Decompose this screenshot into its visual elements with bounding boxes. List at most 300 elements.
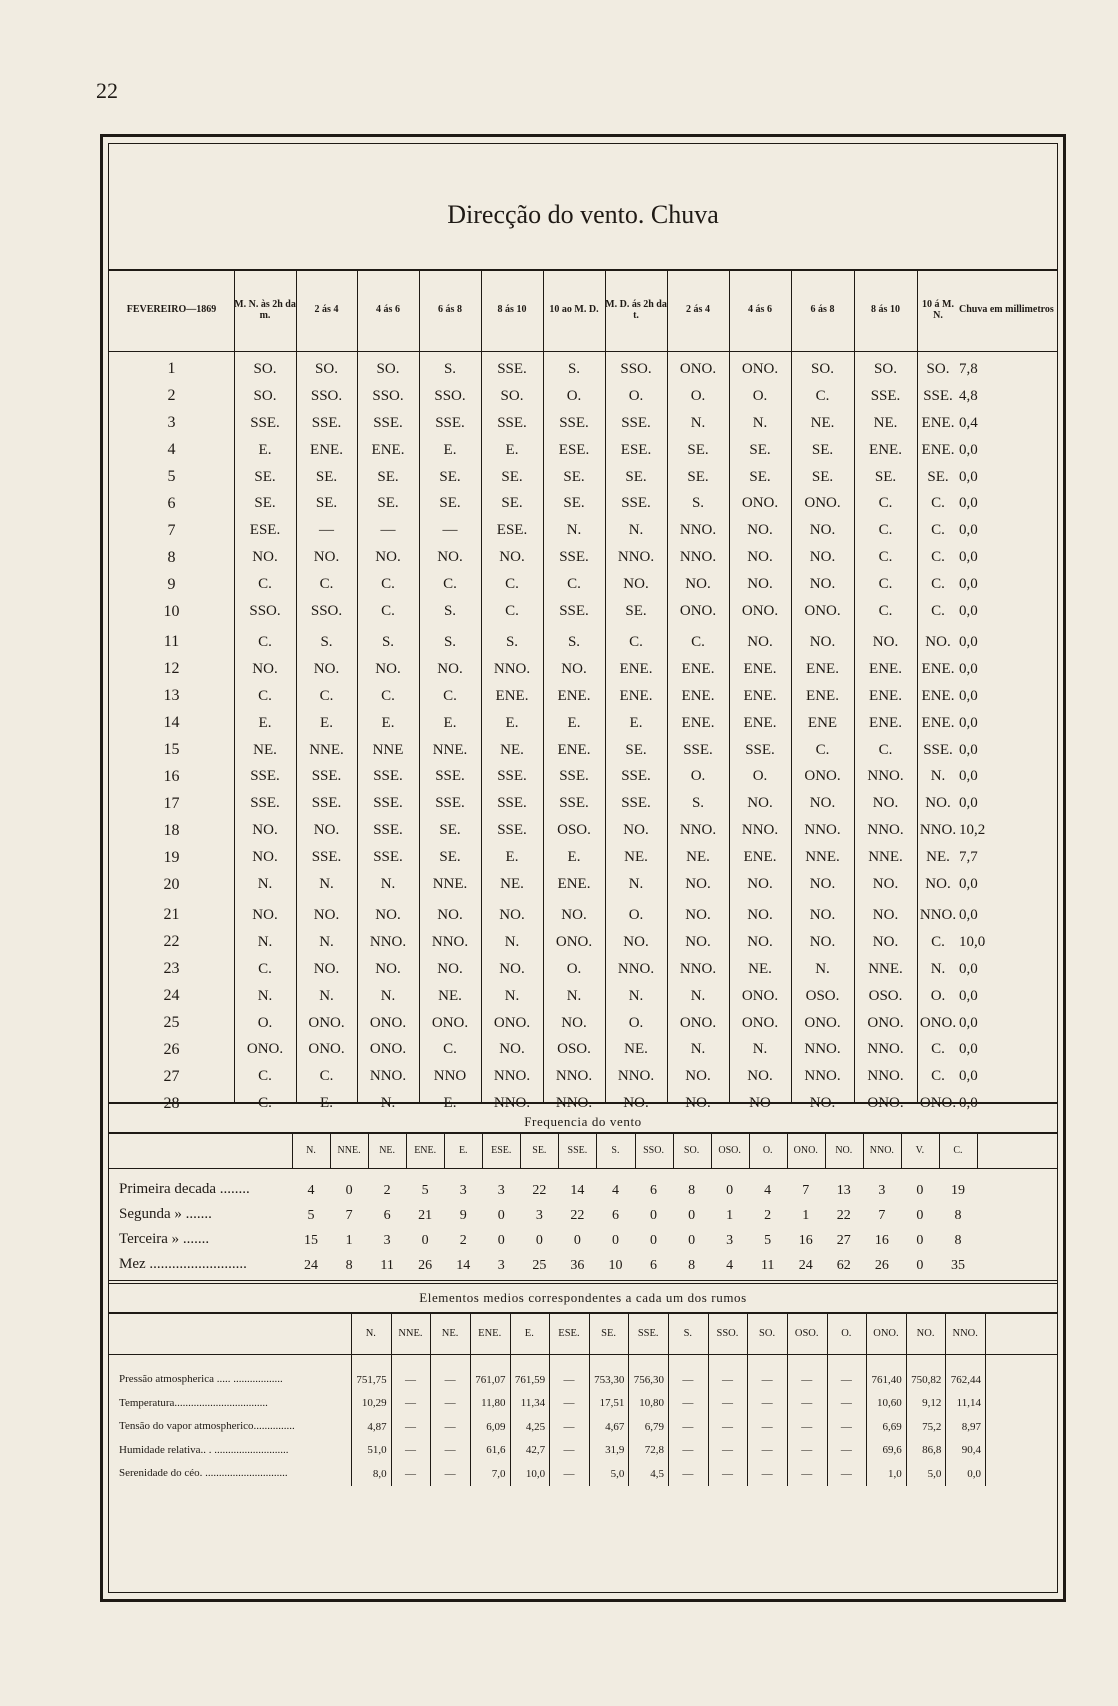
frequency-value: 14 [456, 1257, 471, 1273]
rain-value: 0,0 [959, 987, 978, 1004]
page-number: 22 [96, 78, 118, 103]
elements-value: 761,59 [514, 1373, 546, 1386]
frequency-header: NO. [835, 1144, 853, 1156]
wind-direction: N. [257, 987, 273, 1004]
frequency-header: NNE. [337, 1144, 361, 1156]
day-number: 12 [163, 660, 180, 678]
elements-value: — [761, 1444, 773, 1457]
elements-value: 51,0 [367, 1444, 387, 1457]
elements-header: ESE. [558, 1327, 580, 1339]
frequency-value: 11 [760, 1257, 775, 1273]
wind-direction: N. [380, 1095, 396, 1112]
wind-direction: ONO. [867, 1014, 904, 1031]
wind-direction: NNO. [741, 822, 779, 839]
elements-value: 751,75 [356, 1373, 387, 1386]
column-rule [351, 1354, 352, 1486]
wind-direction: NO. [375, 660, 401, 677]
wind-direction: ONO. [369, 1014, 407, 1031]
wind-direction: SSE. [621, 795, 651, 812]
wind-direction: S. [691, 495, 705, 512]
frequency-header: E. [458, 1144, 468, 1156]
elements-value: — [563, 1444, 575, 1457]
wind-direction: E. [629, 714, 643, 731]
frequency-value: 0 [573, 1232, 581, 1248]
wind-direction: S. [505, 633, 519, 650]
elements-header: OSO. [794, 1327, 819, 1339]
wind-direction: C. [443, 687, 457, 704]
frequency-value: 24 [304, 1257, 319, 1273]
rain-value: 7,7 [959, 849, 978, 866]
wind-direction: NE. [748, 960, 772, 977]
column-header: 10 á M. N. [922, 298, 954, 321]
wind-direction: ONO. [804, 1014, 841, 1031]
wind-direction: ONO. [804, 603, 841, 620]
wind-direction: NNO. [369, 933, 407, 950]
wind-direction: C. [443, 576, 457, 593]
frequency-value: 3 [383, 1232, 391, 1248]
frequency-header: NNO. [869, 1144, 894, 1156]
wind-direction: ENE. [806, 660, 839, 677]
column-rule [985, 1354, 986, 1486]
wind-direction: ESE. [249, 522, 281, 539]
wind-direction: SSE. [559, 549, 589, 566]
wind-direction: NO. [313, 960, 340, 977]
day-number: 3 [167, 414, 176, 432]
elements-header: E. [524, 1327, 534, 1339]
wind-direction: NNE. [309, 741, 344, 758]
elements-value: 756,30 [633, 1373, 664, 1386]
wind-direction: NO. [561, 1014, 587, 1031]
wind-direction: OSO. [557, 1041, 591, 1058]
elements-value: 17,51 [599, 1397, 625, 1410]
wind-direction: ENE. [921, 414, 955, 431]
wind-direction: NO. [747, 1068, 773, 1085]
day-number: 28 [163, 1094, 180, 1112]
rain-value: 0,0 [959, 1068, 978, 1085]
wind-direction: SO. [253, 360, 277, 377]
wind-direction: ENE. [743, 849, 777, 866]
wind-direction: SSE. [923, 741, 953, 758]
wind-direction: O. [566, 960, 582, 977]
wind-direction: NNE. [432, 876, 468, 893]
rain-value: 0,0 [959, 714, 978, 731]
wind-direction: NO. [809, 576, 836, 593]
frequency-value: 3 [459, 1182, 467, 1198]
elements-header: SO. [759, 1327, 776, 1339]
wind-direction: SE. [254, 495, 276, 512]
frequency-value: 35 [950, 1257, 965, 1273]
wind-direction: C. [258, 687, 272, 704]
elements-value: 10,80 [639, 1397, 664, 1410]
wind-direction: NNO. [679, 960, 717, 977]
wind-direction: ENE. [310, 441, 343, 458]
wind-direction: NE. [624, 849, 648, 866]
elements-value: — [444, 1420, 456, 1433]
rain-value: 0,0 [959, 603, 978, 620]
wind-direction: ENE. [869, 660, 902, 677]
wind-direction: ENE. [869, 714, 902, 731]
wind-direction: ENE. [921, 660, 955, 677]
wind-direction: C. [258, 576, 272, 593]
wind-direction: NO. [499, 549, 525, 566]
wind-direction: N. [628, 876, 644, 893]
wind-direction: NNO. [679, 522, 717, 539]
wind-direction: ONO. [919, 1095, 957, 1112]
frequency-header: S. [611, 1144, 620, 1156]
frequency-header: SO. [683, 1144, 700, 1156]
wind-direction: N. [319, 876, 334, 893]
wind-direction: SSE. [311, 414, 342, 431]
elements-value: 75,2 [922, 1420, 942, 1433]
frequency-value: 3 [726, 1232, 734, 1248]
wind-direction: ENE. [557, 687, 591, 704]
wind-direction: NE. [500, 741, 524, 758]
frequency-value: 1 [726, 1207, 734, 1223]
column-header: 10 ao M. D. [549, 304, 599, 316]
wind-direction: SSE. [745, 741, 775, 758]
wind-direction: O. [752, 768, 768, 785]
wind-direction: C. [931, 1068, 945, 1085]
frequency-value: 6 [650, 1257, 658, 1273]
wind-direction: NO. [437, 960, 463, 977]
wind-direction: SO. [376, 360, 400, 377]
day-number: 18 [163, 821, 180, 839]
frequency-header: NE. [379, 1144, 396, 1156]
frequency-value: 0 [611, 1232, 619, 1248]
wind-direction: NO. [375, 549, 401, 566]
wind-direction: SE. [874, 468, 897, 485]
wind-direction: SSE. [373, 414, 403, 431]
day-number: 24 [163, 987, 180, 1005]
wind-direction: SSE. [311, 795, 342, 812]
wind-direction: N. [690, 987, 706, 1004]
elements-value: 9,12 [922, 1397, 942, 1410]
wind-direction: C. [931, 495, 945, 512]
column-rule [906, 1354, 907, 1486]
wind-direction: NO. [623, 933, 649, 950]
elements-value: 750,82 [911, 1373, 942, 1386]
wind-direction: NNO. [867, 822, 904, 839]
frequency-header: ENE. [414, 1144, 437, 1156]
wind-direction: N. [504, 933, 520, 950]
frequency-value: 3 [878, 1182, 886, 1198]
wind-direction: ESE. [558, 441, 590, 458]
elements-value: 10,29 [361, 1397, 387, 1410]
wind-direction: NO. [809, 795, 836, 812]
wind-direction: S. [567, 633, 581, 650]
column-rule [787, 1354, 788, 1486]
day-number: 16 [163, 767, 180, 785]
elements-row-label: Serenidade do céo. .............................. [119, 1467, 288, 1479]
frequency-value: 16 [874, 1232, 889, 1248]
blank-dash [149, 1144, 234, 1171]
wind-direction: NO. [747, 522, 773, 539]
wind-direction: C. [931, 1041, 945, 1058]
wind-direction: NNO [433, 1068, 467, 1085]
rain-value: 0,0 [959, 741, 978, 758]
wind-direction: N. [752, 1041, 768, 1058]
wind-direction: NE. [253, 741, 277, 758]
elements-header: SSE. [637, 1327, 659, 1339]
wind-direction: ENE. [921, 441, 955, 458]
frequency-value: 27 [836, 1232, 851, 1248]
wind-direction: ENE [807, 714, 838, 731]
column-header: 8 ás 10 [497, 304, 527, 316]
elements-value: — [721, 1467, 733, 1480]
frequency-value: 1 [345, 1232, 353, 1248]
wind-direction: SSE. [621, 414, 651, 431]
column-rule [430, 1354, 431, 1486]
frequency-value: 8 [954, 1232, 962, 1248]
wind-direction: N. [257, 876, 273, 893]
rain-value: 0,0 [959, 441, 978, 458]
frequency-value: 0 [345, 1182, 353, 1198]
wind-direction: ENE. [557, 741, 591, 758]
frequency-value: 24 [798, 1257, 813, 1273]
wind-direction: N. [257, 933, 273, 950]
wind-direction: C. [878, 576, 893, 593]
wind-direction: NO. [499, 1041, 525, 1058]
wind-direction: NO. [747, 933, 773, 950]
wind-direction: SSE. [497, 360, 527, 377]
wind-direction: NO. [313, 822, 340, 839]
wind-direction: NO. [872, 795, 899, 812]
column-header: 6 ás 8 [438, 304, 462, 316]
frequency-value: 3 [535, 1207, 543, 1223]
wind-direction: SSE. [435, 768, 465, 785]
column-rule [668, 1354, 669, 1486]
wind-direction: SE. [811, 441, 834, 458]
wind-direction: NO. [747, 576, 773, 593]
wind-direction: C. [931, 522, 945, 539]
frequency-value: 0 [650, 1207, 658, 1223]
wind-direction: SO. [315, 360, 338, 377]
wind-direction: E. [505, 849, 519, 866]
wind-direction: NNO. [867, 768, 904, 785]
day-number: 2 [167, 387, 176, 405]
frequency-value: 0 [421, 1232, 429, 1248]
wind-direction: SSE. [373, 768, 403, 785]
frequency-value: 22 [836, 1207, 851, 1223]
wind-direction: SSE. [497, 768, 527, 785]
column-rule [977, 1132, 978, 1168]
frequency-value: 3 [497, 1182, 505, 1198]
table-frame [100, 134, 1066, 1602]
wind-direction: C. [931, 576, 945, 593]
wind-direction: OSO. [868, 987, 903, 1004]
elements-value: — [840, 1444, 852, 1457]
wind-direction: ENE. [495, 687, 529, 704]
wind-direction: ESE. [496, 522, 528, 539]
elements-value: — [840, 1420, 852, 1433]
day-number: 10 [163, 602, 180, 620]
wind-direction: NO. [437, 906, 463, 923]
wind-direction: SE. [625, 468, 647, 485]
wind-direction: NNO. [617, 549, 655, 566]
wind-direction: NNO. [804, 1068, 841, 1085]
elements-value: 5,0 [610, 1467, 625, 1480]
wind-direction: NO. [375, 960, 401, 977]
wind-direction: C. [443, 1041, 457, 1058]
rule-line [109, 1168, 1057, 1169]
wind-direction: ONO. [679, 360, 717, 377]
frequency-caption: Frequencia do vento [524, 1114, 642, 1129]
year-label: 1869 [196, 304, 217, 316]
wind-direction: SSE. [250, 768, 280, 785]
wind-direction: NO. [872, 633, 899, 650]
wind-direction: SE. [749, 441, 771, 458]
elements-value: 6,09 [486, 1420, 506, 1433]
wind-direction: ENE. [557, 876, 591, 893]
wind-direction: SSE. [250, 414, 280, 431]
page-title: Direcção do vento. Chuva [447, 200, 719, 229]
wind-direction: N. [690, 414, 706, 431]
column-header: M. D. ás 2h da t. [605, 298, 667, 321]
wind-direction: S. [691, 795, 705, 812]
elements-value: 8,0 [372, 1467, 387, 1480]
wind-direction: SE. [927, 468, 949, 485]
frequency-value: 0 [497, 1232, 505, 1248]
wind-direction: E. [567, 714, 581, 731]
wind-direction: NO. [872, 933, 899, 950]
wind-direction: NO. [685, 933, 711, 950]
column-rule [628, 1354, 629, 1486]
wind-direction: N. [380, 987, 396, 1004]
wind-direction: N. [815, 960, 830, 977]
wind-direction: N. [930, 960, 946, 977]
wind-direction: NO. [623, 1095, 649, 1112]
elements-value: 6,69 [882, 1420, 902, 1433]
frequency-value: 0 [688, 1232, 696, 1248]
month-dash: — [186, 304, 197, 316]
frequency-value: 2 [764, 1207, 772, 1223]
wind-direction: N. [566, 987, 582, 1004]
elements-header: NNO. [952, 1327, 978, 1339]
wind-direction: C. [505, 576, 519, 593]
wind-direction: NNE. [805, 849, 840, 866]
wind-direction: NO. [499, 906, 525, 923]
month-label: FEVEREIRO [126, 304, 187, 316]
elements-value: 11,80 [481, 1397, 506, 1410]
elements-value: — [840, 1373, 852, 1386]
rain-value: 10,2 [959, 822, 986, 839]
elements-value: — [721, 1373, 733, 1386]
wind-direction: E. [443, 714, 457, 731]
wind-direction: SE. [563, 468, 585, 485]
elements-value: 10,60 [877, 1397, 902, 1410]
wind-direction: C. [381, 687, 395, 704]
wind-direction: SSO. [372, 387, 404, 404]
rain-value: 0,0 [959, 522, 978, 539]
elements-header: N. [365, 1327, 376, 1339]
elements-header: NNE. [398, 1327, 423, 1339]
elements-value: 10,0 [525, 1467, 546, 1480]
rain-value: 4,8 [959, 387, 978, 404]
elements-value: — [761, 1397, 773, 1410]
wind-direction: ONO. [308, 1041, 345, 1058]
day-number: 8 [167, 548, 176, 566]
column-header: 4 ás 6 [748, 304, 772, 316]
frequency-value: 25 [532, 1257, 547, 1273]
frequency-value: 4 [611, 1182, 619, 1198]
wind-direction: SE. [377, 495, 399, 512]
frequency-value: 6 [383, 1207, 391, 1223]
elements-row-label: Humidade relativa.. . ........................... [119, 1443, 289, 1456]
elements-value: — [682, 1397, 694, 1410]
rain-value: 0,0 [959, 633, 978, 650]
day-number: 22 [163, 933, 180, 951]
day-number: 27 [163, 1067, 180, 1085]
frequency-value: 11 [380, 1257, 394, 1273]
frequency-value: 7 [878, 1207, 886, 1223]
rain-value: 0,0 [959, 795, 978, 812]
elements-value: 761,07 [475, 1373, 506, 1386]
wind-direction: C. [319, 576, 334, 593]
blank-dash [234, 1144, 296, 1171]
elements-value: 4,87 [367, 1420, 387, 1433]
wind-direction: S. [443, 360, 457, 377]
wind-direction: N. [504, 987, 520, 1004]
wind-direction: SSE. [923, 387, 953, 404]
wind-direction: SE. [501, 468, 523, 485]
day-number: 19 [163, 848, 180, 866]
elements-value: 753,30 [594, 1373, 625, 1386]
elements-value: 31,9 [605, 1444, 625, 1457]
wind-direction: O. [628, 1014, 644, 1031]
wind-direction: NO. [437, 660, 463, 677]
wind-direction: C. [878, 522, 893, 539]
rain-value: 0,4 [959, 414, 978, 431]
elements-value: — [563, 1467, 575, 1480]
wind-direction: ONO. [741, 495, 779, 512]
wind-direction: NO. [925, 876, 951, 893]
wind-direction: N. [319, 987, 334, 1004]
wind-direction: ENE. [681, 687, 715, 704]
wind-direction: SO. [253, 387, 277, 404]
wind-direction: N. [690, 1041, 706, 1058]
column-rule [589, 1354, 590, 1486]
frequency-value: 0 [726, 1182, 734, 1198]
rain-value: 0,0 [959, 876, 978, 893]
wind-direction: ENE. [743, 714, 777, 731]
wind-direction: ONO. [919, 1014, 957, 1031]
rain-value: 0,0 [959, 576, 978, 593]
elements-header: SSO. [716, 1327, 739, 1339]
wind-direction: NO. [437, 549, 463, 566]
wind-direction: NNE. [868, 960, 903, 977]
wind-direction: NNO. [804, 822, 841, 839]
wind-direction: SSE. [559, 414, 589, 431]
elements-row-label: Pressão atmospherica ..... .................. [119, 1373, 283, 1385]
wind-direction: SE. [563, 495, 585, 512]
wind-direction: NNO. [555, 1095, 593, 1112]
wind-direction: O. [690, 768, 706, 785]
day-number: 9 [167, 575, 176, 593]
wind-direction: ONO. [679, 1014, 717, 1031]
frequency-value: 16 [798, 1232, 813, 1248]
wind-direction: NNO. [493, 1095, 531, 1112]
wind-direction: C. [878, 741, 893, 758]
day-number: 21 [163, 906, 180, 924]
wind-direction: NO. [925, 633, 951, 650]
wind-direction: NO. [313, 660, 340, 677]
elements-value: — [840, 1397, 852, 1410]
wind-direction: — [442, 522, 458, 539]
wind-direction: NE. [624, 1041, 648, 1058]
frequency-value: 19 [950, 1182, 965, 1198]
wind-direction: ENE. [806, 687, 839, 704]
frequency-row-label: Primeira decada ........ [119, 1181, 250, 1197]
